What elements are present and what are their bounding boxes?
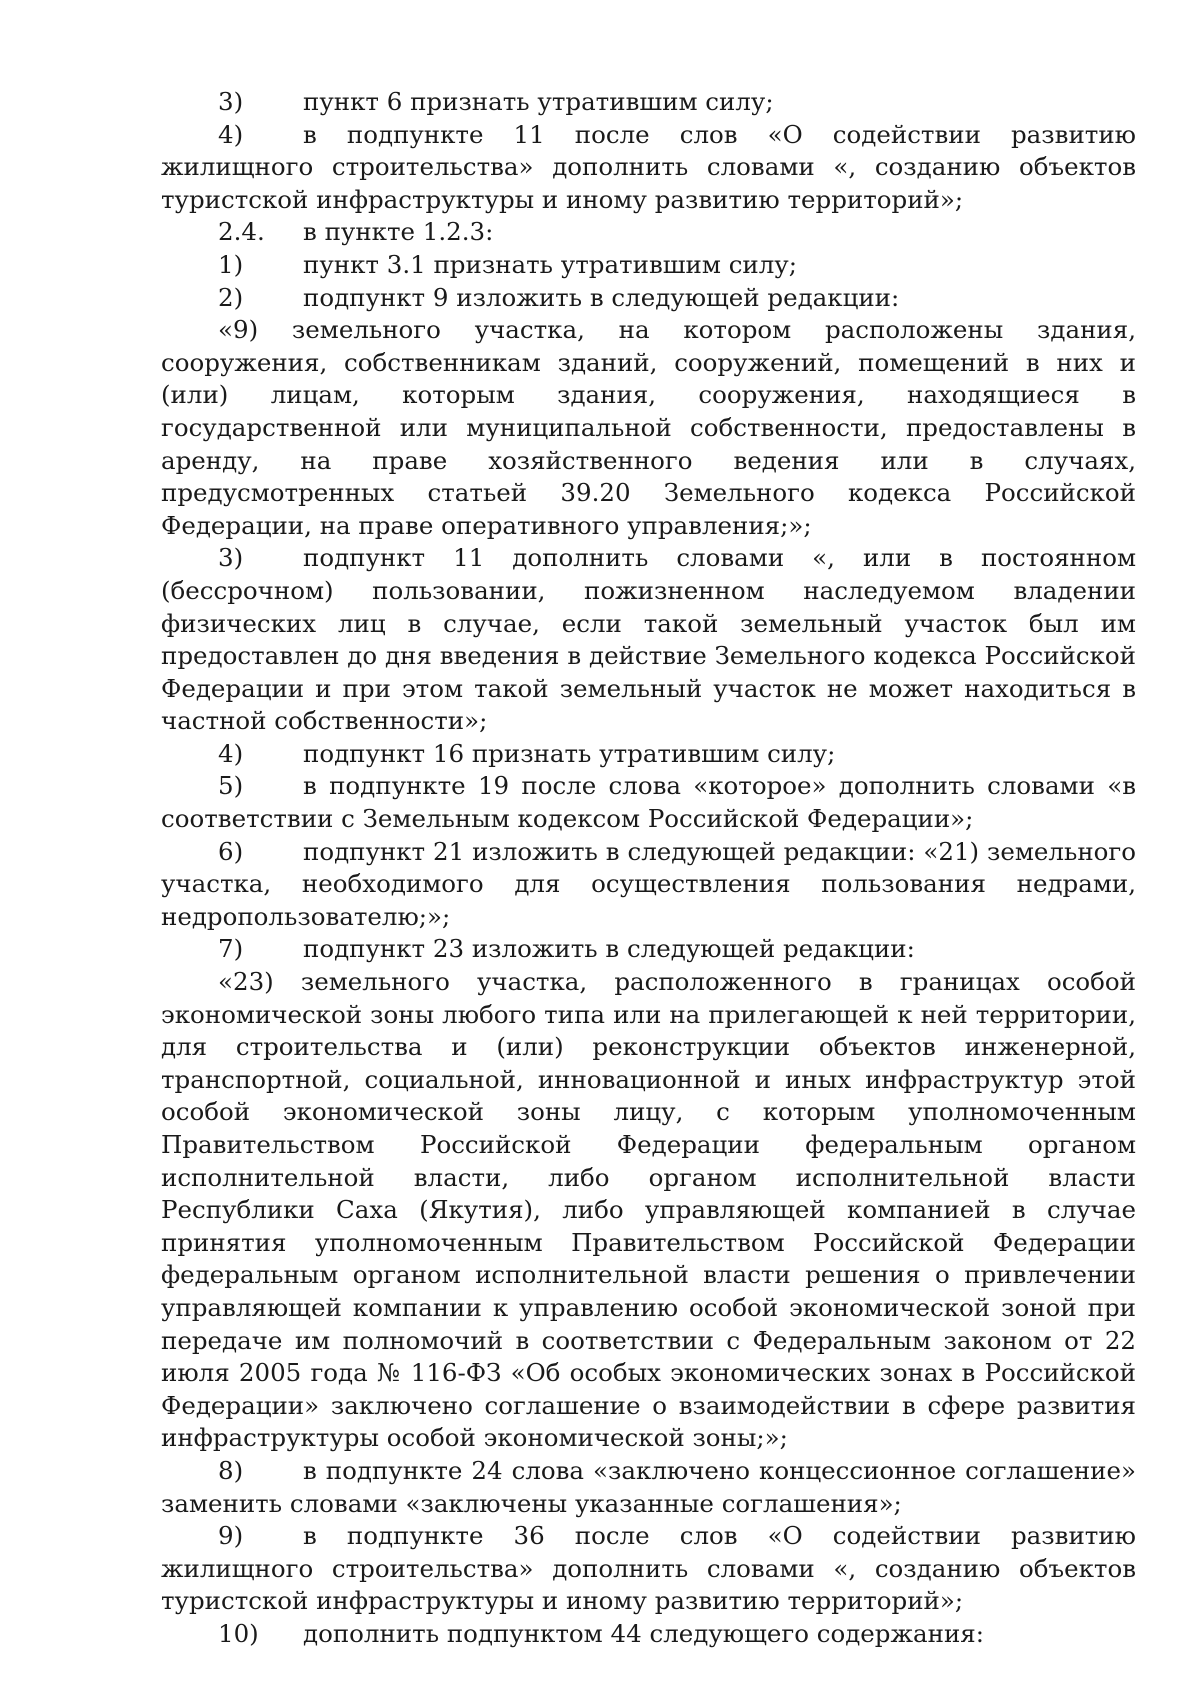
- item-text: в пункте 1.2.3:: [303, 217, 494, 247]
- list-item: [161, 770, 1136, 835]
- list-item: [161, 738, 1136, 771]
- item-text: в подпункте 19 после слова «которое» дополнить словами «в соответствии с Земельным кодексом Российской Федерации»;: [161, 771, 1136, 834]
- item-number: 7): [218, 934, 244, 964]
- item-number: 2): [218, 282, 244, 312]
- list-item: [161, 119, 1136, 217]
- item-number: 10): [218, 1618, 259, 1648]
- quoted-paragraph: «23) земельного участка, расположенного в границах особой экономической зоны любого типа или на прилегающей к ней территории, для строительства и (или) реконструкции объектов инженерной, транспортной, социальной, инновационной и иных инфраструктур этой особой экономической зоны лицу, с которым уполномоченным Правительством Российской Федерации федеральным органом исполнительной власти, либо органом исполнительной власти Республики Саха (Якутия), либо управляющей компанией в случае принятия уполномоченным Правительством Российской Федерации федеральным органом исполнительной власти решения о привлечении управляющей компании к управлению особой экономической зоной при передаче им полномочий в соответствии с Федеральным законом от 22 июля 2005 года № 116-ФЗ «Об особых экономических зонах в Российской Федерации» заключено соглашение о взаимодействии в сфере развития инфраструктуры особой экономической зоны;»;: [161, 967, 1136, 1453]
- item-text: подпункт 21 изложить в следующей редакции: «21) земельного участка, необходимого для осуществления пользования недрами, недропользователю;»;: [161, 836, 1136, 931]
- list-item: [161, 836, 1136, 934]
- list-item: [161, 933, 1136, 966]
- item-number: 3): [218, 87, 244, 116]
- item-number: 2.4.: [218, 217, 265, 247]
- item-text: пункт 6 признать утратившим силу;: [303, 87, 774, 116]
- list-item: [161, 249, 1136, 282]
- item-number: 6): [218, 836, 244, 866]
- list-item: [161, 1455, 1136, 1520]
- item-number: 9): [218, 1521, 244, 1551]
- list-item: [161, 282, 1136, 315]
- item-number: 3): [218, 543, 244, 573]
- item-text: подпункт 11 дополнить словами «, или в постоянном (бессрочном) пользовании, пожизненном наследуемом владении физических лиц в случае, если такой земельный участок был им предоставлен до дня введения в действие Земельного кодекса Российской Федерации и при этом такой земельный участок не может находиться в частной собственности»;: [161, 543, 1136, 736]
- item-number: 5): [218, 771, 244, 801]
- item-number: 4): [218, 119, 244, 149]
- item-number: 8): [218, 1455, 244, 1485]
- list-item: [161, 1520, 1136, 1618]
- list-item: [161, 1618, 1136, 1651]
- item-text: пункт 3.1 признать утратившим силу;: [303, 249, 797, 279]
- list-item: [161, 86, 1136, 119]
- list-item: [161, 542, 1136, 738]
- item-number: 4): [218, 738, 244, 768]
- item-text: подпункт 16 признать утратившим силу;: [303, 738, 836, 768]
- item-number: 1): [218, 249, 244, 279]
- list-item: [161, 216, 1136, 249]
- item-text: дополнить подпунктом 44 следующего содержания:: [303, 1618, 984, 1648]
- quoted-paragraph: «9) земельного участка, на котором расположены здания, сооружения, собственникам зданий, сооружений, помещений в них и (или) лицам, которым здания, сооружения, находящиеся в государственной или муниципальной собственности, предоставлены в аренду, на праве хозяйственного ведения или в случаях, предусмотренных статьей 39.20 Земельного кодекса Российской Федерации, на праве оперативного управления;»;: [161, 315, 1136, 540]
- item-text: в подпункте 36 после слов «О содействии развитию жилищного строительства» дополнить словами «, созданию объектов туристской инфраструктуры и иному развитию территорий»;: [161, 1521, 1136, 1616]
- item-text: подпункт 9 изложить в следующей редакции:: [303, 282, 900, 312]
- item-text: в подпункте 11 после слов «О содействии развитию жилищного строительства» дополнить словами «, созданию объектов туристской инфраструктуры и иному развитию территорий»;: [161, 119, 1136, 214]
- item-text: в подпункте 24 слова «заключено концессионное соглашение» заменить словами «заключены указанные соглашения»;: [161, 1455, 1136, 1518]
- document-body: [161, 86, 1136, 1651]
- item-text: подпункт 23 изложить в следующей редакции:: [303, 934, 915, 964]
